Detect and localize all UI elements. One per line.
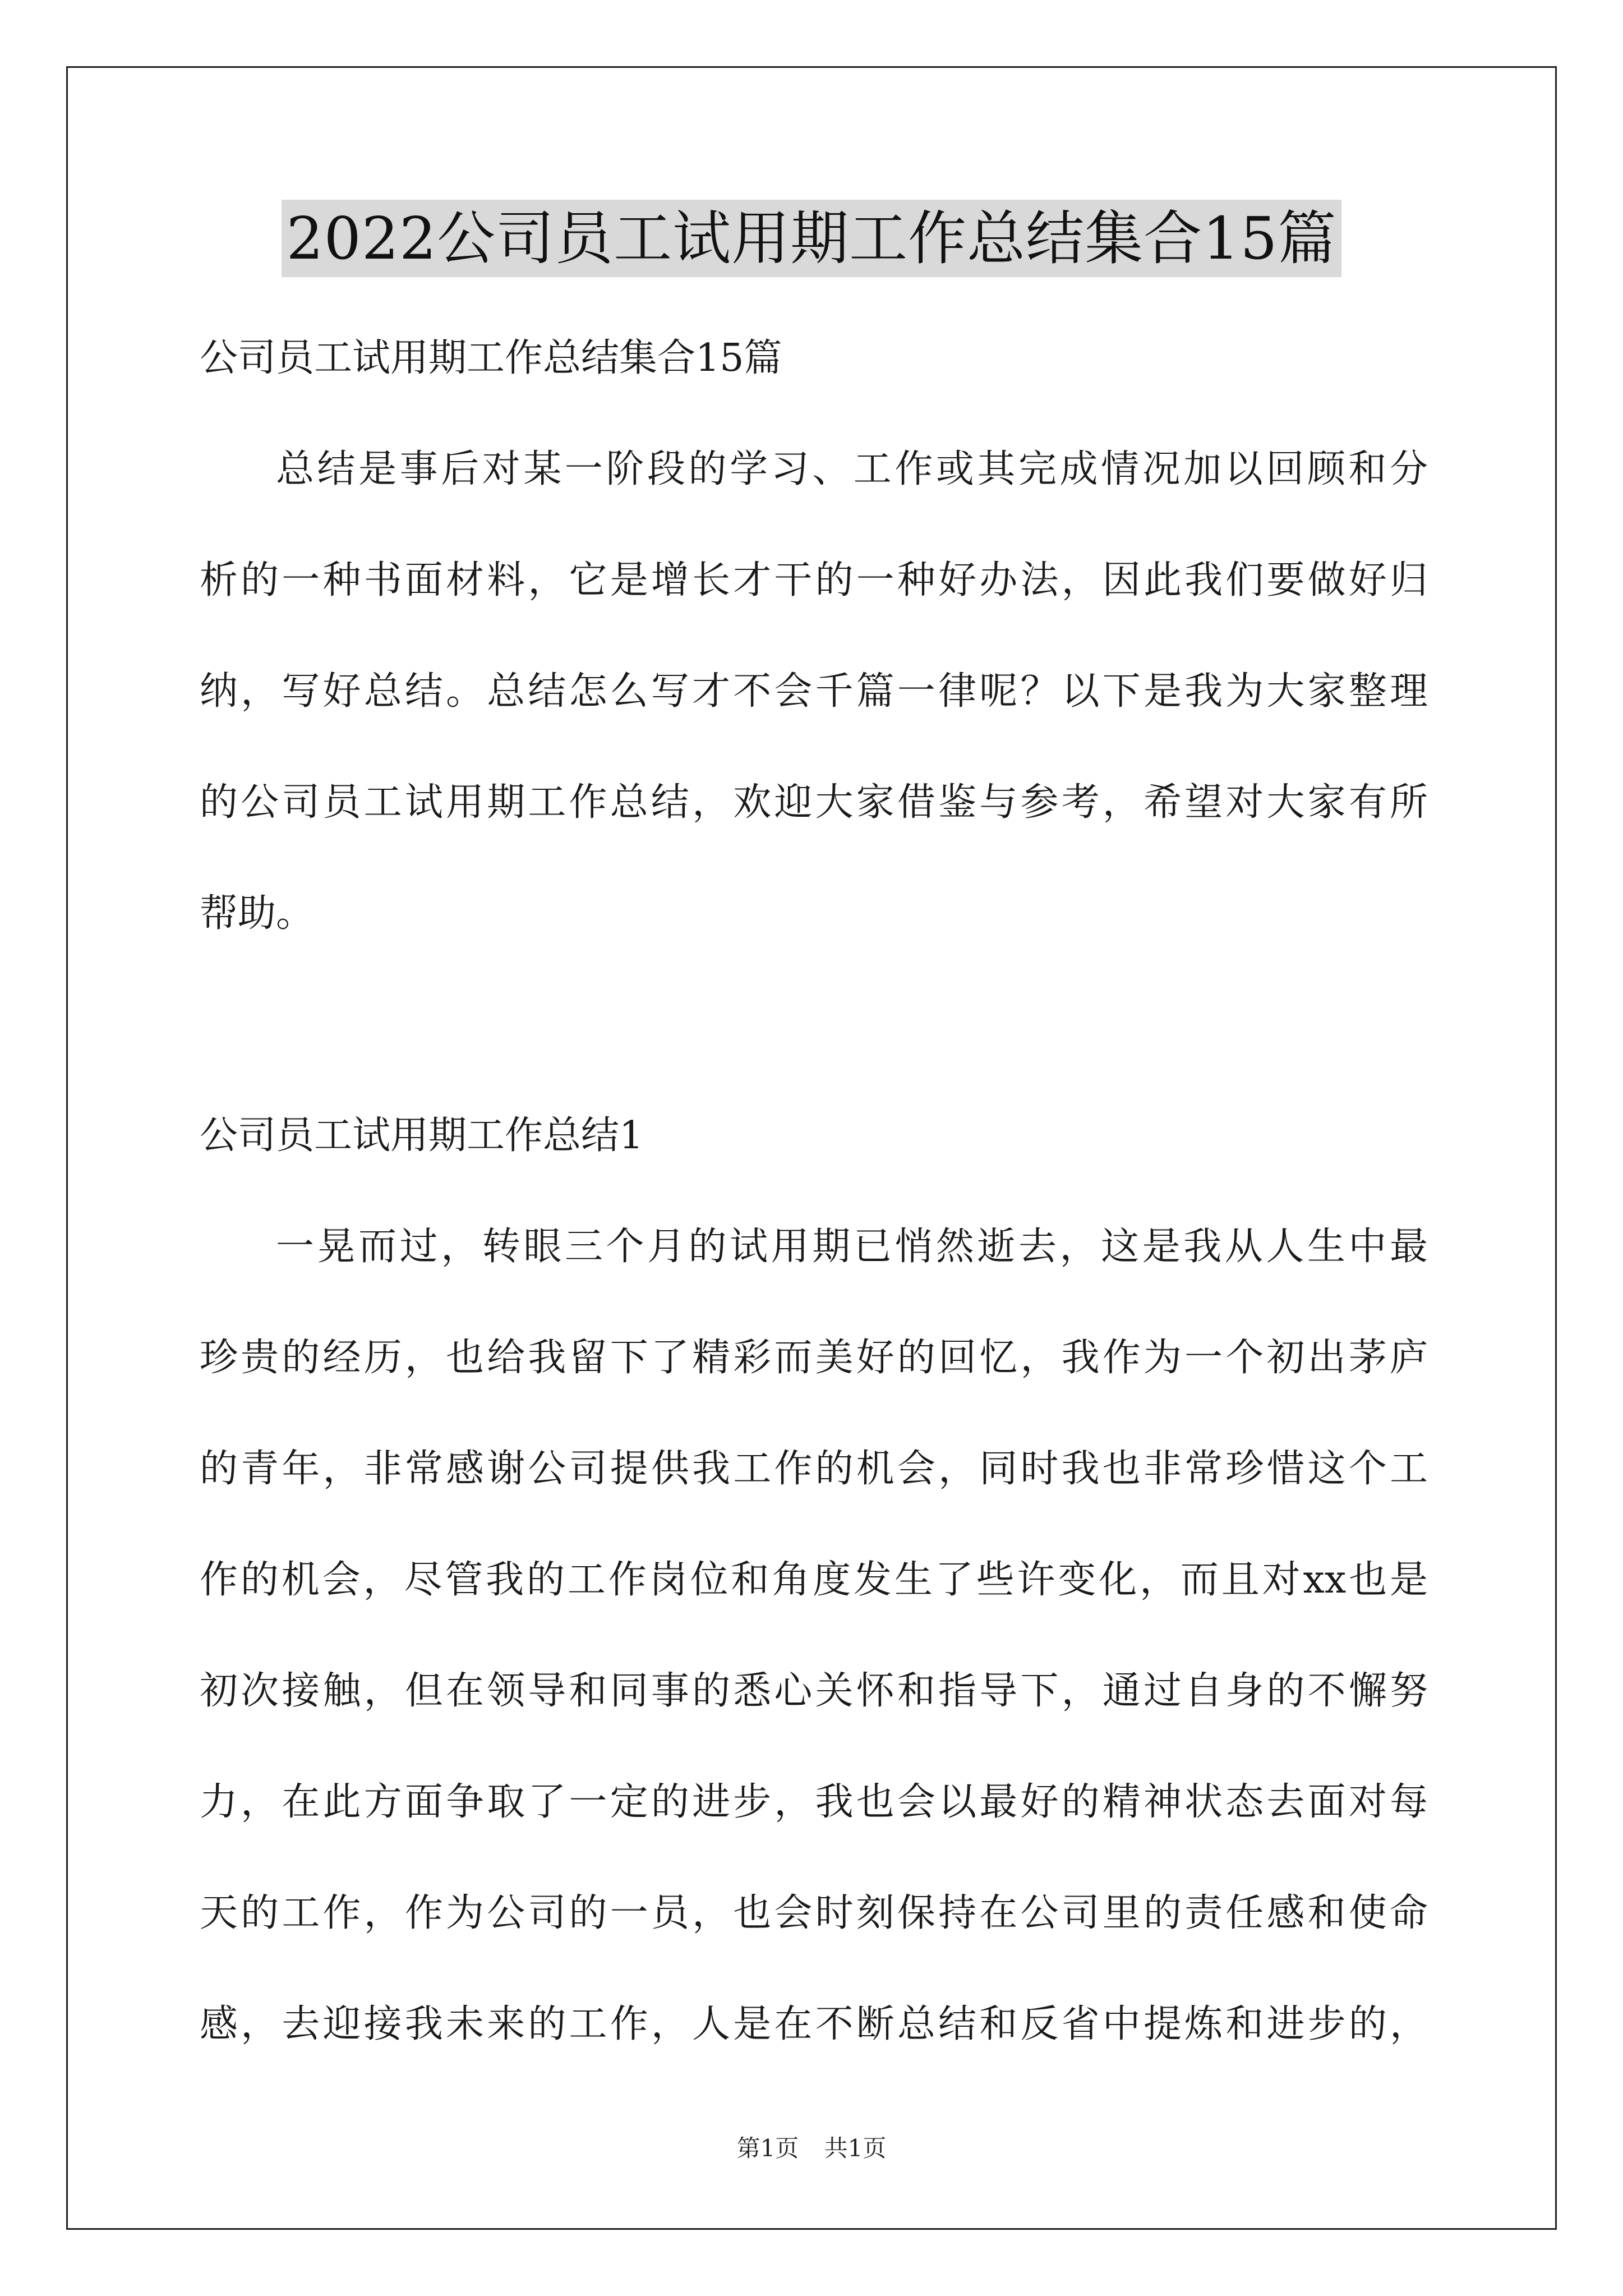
document-title: 2022公司员工试用期工作总结集合15篇	[282, 200, 1341, 277]
intro-line: 纳，写好总结。总结怎么写才不会千篇一律呢？以下是我为大家整理	[200, 669, 1428, 714]
section-heading: 公司员工试用期工作总结1	[200, 1114, 644, 1158]
page-footer	[0, 2132, 1623, 2165]
intro-line: 帮助。	[200, 891, 315, 936]
intro-line: 析的一种书面材料，它是增长才干的一种好办法，因此我们要做好归	[200, 558, 1428, 602]
subtitle: 公司员工试用期工作总结集合15篇	[200, 336, 782, 380]
title-area	[0, 200, 1623, 277]
section-line: 作的机会，尽管我的工作岗位和角度发生了些许变化，而且对xx也是	[200, 1558, 1428, 1602]
intro-line: 总结是事后对某一阶段的学习、工作或其完成情况加以回顾和分	[276, 447, 1428, 491]
section-line: 感，去迎接我未来的工作，人是在不断总结和反省中提炼和进步的，	[200, 2002, 1428, 2046]
page-total: 共1页	[824, 2134, 887, 2162]
page-number: 第1页	[736, 2134, 799, 2162]
section-line: 力，在此方面争取了一定的进步，我也会以最好的精神状态去面对每	[200, 1780, 1428, 1824]
section-line: 初次接触，但在领导和同事的悉心关怀和指导下，通过自身的不懈努	[200, 1669, 1428, 1713]
section-line: 的青年，非常感谢公司提供我工作的机会，同时我也非常珍惜这个工	[200, 1447, 1428, 1491]
section-line: 一晃而过，转眼三个月的试用期已悄然逝去，这是我从人生中最	[276, 1225, 1428, 1269]
document-body	[200, 303, 1428, 2080]
section-line: 珍贵的经历，也给我留下了精彩而美好的回忆，我作为一个初出茅庐	[200, 1336, 1428, 1380]
intro-line: 的公司员工试用期工作总结，欢迎大家借鉴与参考，希望对大家有所	[200, 780, 1428, 825]
paragraph-gap	[200, 969, 1428, 1080]
section-line: 天的工作，作为公司的一员，也会时刻保持在公司里的责任感和使命	[200, 1891, 1428, 1935]
